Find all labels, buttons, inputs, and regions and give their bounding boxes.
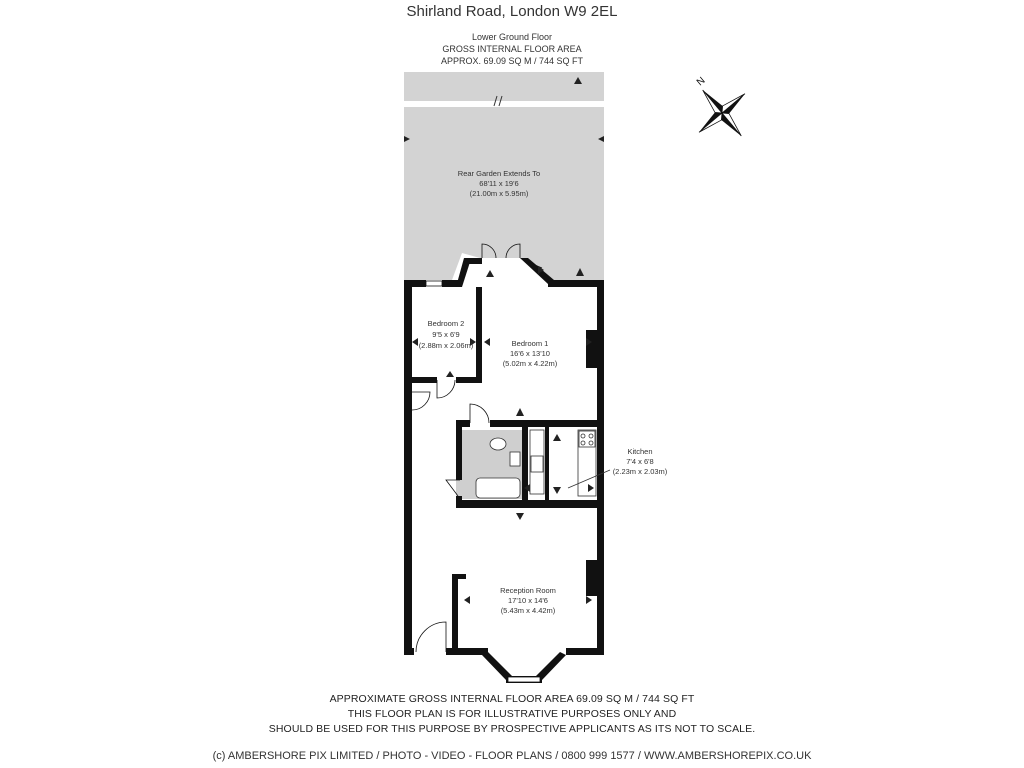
kitchen-name: Kitchen [627,447,653,456]
reception-imperial: 17'10 x 14'6 [508,596,548,605]
bedroom2-metric: (2.88m x 2.06m) [418,341,474,350]
footer-credit: (c) AMBERSHORE PIX LIMITED / PHOTO - VIDEO - FLOOR PLANS / 0800 999 1577 / WWW.AMBERSHOREPIX.CO.UK [212,750,812,762]
garden-name: Rear Garden Extends To [457,169,541,178]
garden-metric: (21.00m x 5.95m) [469,189,529,198]
kitchen-imperial: 7'4 x 6'8 [626,457,654,466]
bedroom1-name: Bedroom 1 [511,339,549,348]
dimension-arrow-icon [553,487,561,494]
garden-strip [404,72,604,101]
dimension-arrow-icon [486,270,494,277]
dimension-arrow-icon [586,596,592,604]
dimension-arrow-icon [516,408,524,416]
dimension-arrow-icon [588,484,594,492]
disclaimer-line3: SHOULD BE USED FOR THIS PURPOSE BY PROSPECTIVE APPLICANTS AS ITS NOT TO SCALE. [268,723,756,735]
floor-area-label: GROSS INTERNAL FLOOR AREA [442,44,582,54]
bedroom1-metric: (5.02m x 4.22m) [502,359,558,368]
dimension-arrow-icon [484,338,490,346]
kitchen-metric: (2.23m x 2.03m) [612,467,668,476]
dimension-arrow-icon [516,513,524,520]
page-title: Shirland Road, London W9 2EL [406,3,618,20]
reception-name: Reception Room [500,586,556,595]
garden-imperial: 68'11 x 19'6 [479,179,519,188]
kitchen-fixtures [530,430,596,496]
bedroom1-imperial: 16'6 x 13'10 [510,349,550,358]
compass-icon [680,71,765,156]
bedroom2-name: Bedroom 2 [427,319,465,328]
reception-metric: (5.43m x 4.42m) [500,606,556,615]
dimension-arrow-icon [412,338,418,346]
floor-name: Lower Ground Floor [471,32,553,42]
dimension-arrow-icon [446,371,454,377]
disclaimer-line1: APPROXIMATE GROSS INTERNAL FLOOR AREA 69.09 SQ M / 744 SQ FT [329,693,695,705]
compass-north-label: N [694,75,708,89]
dimension-arrow-icon [464,596,470,604]
bedroom2-imperial: 9'5 x 6'9 [432,330,460,339]
floor-area-value: APPROX. 69.09 SQ M / 744 SQ FT [440,56,584,66]
disclaimer-line2: THIS FLOOR PLAN IS FOR ILLUSTRATIVE PURPOSES ONLY AND [347,708,677,720]
dimension-arrow-icon [553,434,561,441]
